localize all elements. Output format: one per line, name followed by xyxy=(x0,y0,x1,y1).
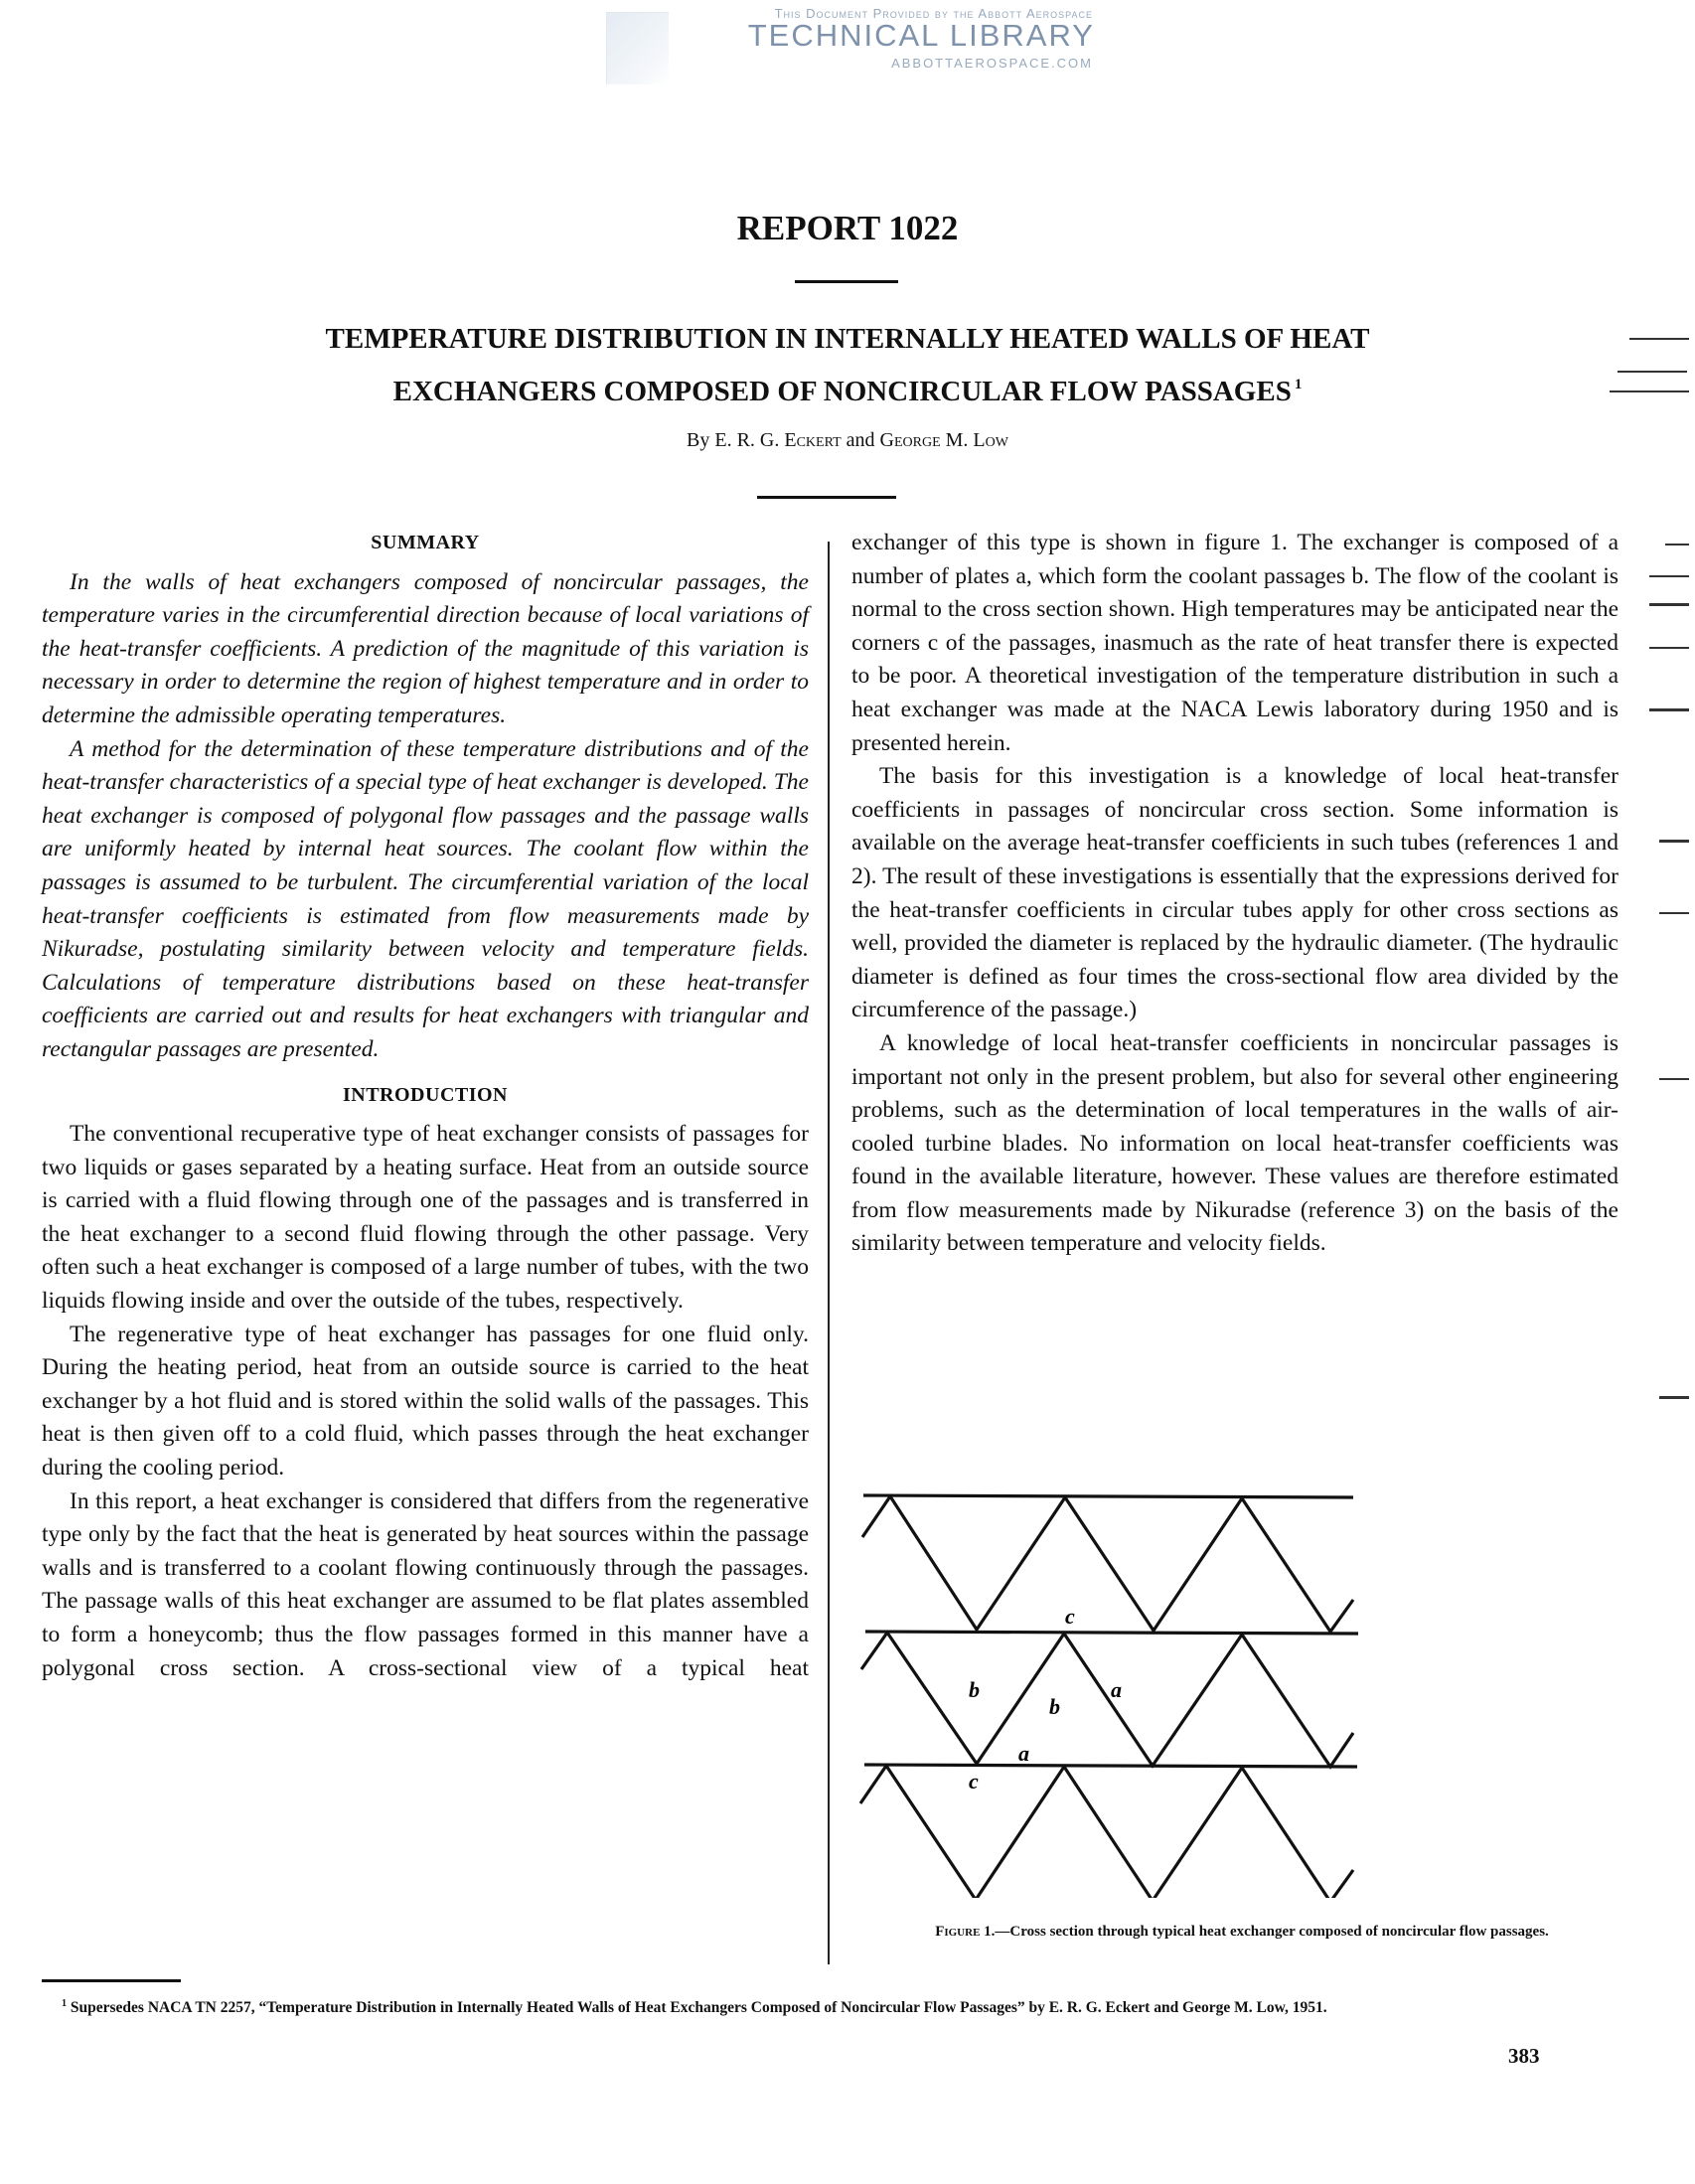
scan-mark xyxy=(1610,390,1689,392)
scan-mark xyxy=(1649,708,1689,711)
scan-mark xyxy=(1618,371,1687,373)
summary-paragraph-1: In the walls of heat exchangers composed of noncircular passages, the temperature varies in the circumferential direction because of local variations of the heat-transfer coefficients. A prediction of the magnitude of this variation is necessary in order to determine the region of highest temperature and in order to determine the admissible operating temperatures. xyxy=(42,568,809,728)
scan-mark xyxy=(1659,1078,1689,1080)
footnote-rule xyxy=(42,1979,181,1982)
label-b-center: b xyxy=(1049,1694,1060,1719)
paper-title xyxy=(99,316,1596,414)
byline-prefix: By xyxy=(687,429,715,451)
title-line-2 xyxy=(99,362,1596,414)
title-line-2-text: EXCHANGERS COMPOSED OF NONCIRCULAR FLOW PASSAGES xyxy=(392,376,1292,407)
label-c-bottom: c xyxy=(969,1769,979,1794)
scan-mark xyxy=(1659,840,1689,843)
byline xyxy=(0,429,1695,452)
left-column xyxy=(42,527,809,1685)
figure-1-cross-section-diagram xyxy=(854,1481,1639,1898)
intro-paragraph-2: The regenerative type of heat exchanger has passages for one fluid only. During the heating period, heat from an outside source is carried to the heat exchanger by a hot fluid and is stored within the solid walls of the passages. This heat is then given off to a cold fluid, which passes through the heat exchanger during the cooling period. xyxy=(42,1321,809,1482)
label-b-left: b xyxy=(969,1677,980,1702)
figure-1-caption-text: —Cross section through typical heat exchanger composed of noncircular flow passages. xyxy=(995,1924,1549,1940)
footnote-1 xyxy=(42,1992,1631,2019)
summary-paragraph-2: A method for the determination of these temperature distributions and of the heat-transfer characteristics of a special type of heat exchanger is developed. The heat exchanger is composed of polygonal flow passages and the passage walls are uniformly heated by internal heat sources. The coolant flow within the passages is assumed to be turbulent. The circumferential variation of the local heat-transfer coefficients is estimated from flow measurements made by Nikuradse, postulating similarity between velocity and temperature fields. Calculations of temperature distributions based on these heat-transfer coefficients are carried out and results for heat exchangers with triangular and rectangular passages are presented. xyxy=(42,735,809,1062)
scan-mark xyxy=(1659,912,1689,914)
author-low: George M. Low xyxy=(879,429,1008,451)
scan-mark xyxy=(1649,647,1689,649)
footnote-text: Supersedes NACA TN 2257, “Temperature Distribution in Internally Heated Walls of Heat Exchangers Composed of Noncircular Flow Passages” by E. R. G. Eckert and George M. Low, 1951. xyxy=(70,1999,1327,2017)
figure-1-caption-prefix: Figure 1. xyxy=(935,1924,996,1940)
zigzag-row-3 xyxy=(860,1766,1353,1898)
zigzag-row-2 xyxy=(861,1633,1353,1767)
footnote-mark: 1 xyxy=(62,1998,67,2009)
scan-mark xyxy=(1659,1396,1689,1399)
plate-line-1 xyxy=(863,1495,1353,1497)
title-line-1: TEMPERATURE DISTRIBUTION IN INTERNALLY HEATED WALLS OF HEAT xyxy=(325,323,1370,355)
report-number: REPORT 1022 xyxy=(736,209,959,247)
scan-mark xyxy=(1649,575,1689,577)
label-a-plate: a xyxy=(1018,1741,1029,1766)
label-a-diagonal: a xyxy=(1111,1677,1122,1702)
scan-mark xyxy=(1629,338,1689,340)
intro-paragraph-1: The conventional recuperative type of heat exchanger consists of passages for two liquids or gases separated by a heating surface. Heat from an outside source is carried with a fluid flowing through one of the passages and is transferred in the heat exchanger to a second fluid flowing through the other passage. Very often such a heat exchanger is composed of a large number of tubes, with the two liquids flowing inside and over the outside of the tubes, respectively. xyxy=(42,1121,809,1315)
title-footnote-mark[interactable]: 1 xyxy=(1294,377,1303,392)
figure-1-caption xyxy=(864,1923,1619,1942)
intro-paragraph-3: In this report, a heat exchanger is considered that differs from the regenerative type only by the fact that the heat is generated by heat sources within the passage walls and is transferred to a coolant flowing continuously through the passages. The passage walls of this heat exchanger are assumed to be flat plates assembled to form a honeycomb; thus the flow passages formed in this manner have a polygonal cross section. A cross-sectional view of a typical heat xyxy=(42,1487,809,1681)
watermark-logo-icon xyxy=(606,12,669,84)
title-rule-top xyxy=(795,280,898,283)
watermark-line1: This Document Provided by the Abbott Aerospace xyxy=(774,6,1093,21)
intro-paragraph-6: A knowledge of local heat-transfer coefficients in noncircular passages is important not only in the present problem, but also for several other engineering problems, such as the determination of local temperatures in the walls of air-cooled turbine blades. No information on local heat-transfer coefficients was found in the available literature, however. These values are therefore estimated from flow measurements made by Nikuradse (reference 3) on the basis of the similarity between temperature and velocity fields. xyxy=(851,1029,1618,1257)
watermark-banner xyxy=(596,4,1093,85)
label-c-top: c xyxy=(1065,1604,1075,1629)
intro-paragraph-4: exchanger of this type is shown in figure 1. The exchanger is composed of a number of plates a, which form the coolant passages b. The flow of the coolant is normal to the cross section shown. High temperatures may be anticipated near the corners c of the passages, inasmuch as the rate of heat transfer there is expected to be poor. A theoretical investigation of the temperature distribution in such a heat exchanger was made at the NACA Lewis laboratory during 1950 and is presented herein. xyxy=(851,530,1618,756)
plate-line-2 xyxy=(865,1632,1358,1634)
watermark-library-name: TECHNICAL LIBRARY xyxy=(747,18,1095,53)
right-column xyxy=(851,527,1618,1261)
author-eckert: E. R. G. Eckert xyxy=(714,429,842,451)
intro-paragraph-5: The basis for this investigation is a knowledge of local heat-transfer coefficients in passages of noncircular cross section. Some information is available on the average heat-transfer coefficients in such tubes (references 1 and 2). The result of these investigations is essentially that the expressions derived for the heat-transfer coefficients in circular tubes apply for other cross sections as well, provided the diameter is replaced by the hydraulic diameter. (The hydraulic diameter is defined as four times the cross-sectional flow area divided by the circumference of the passage.) xyxy=(851,763,1618,1023)
plate-line-3 xyxy=(864,1765,1357,1767)
introduction-heading: INTRODUCTION xyxy=(342,1083,509,1106)
page-number: 383 xyxy=(1508,2044,1540,2068)
title-rule-bottom xyxy=(757,496,896,499)
watermark-url: ABBOTTAEROSPACE.COM xyxy=(891,56,1093,71)
byline-and: and xyxy=(841,429,880,451)
column-divider xyxy=(828,542,830,1964)
summary-heading: SUMMARY xyxy=(371,532,480,553)
zigzag-row-1 xyxy=(862,1496,1353,1632)
scan-mark xyxy=(1649,603,1689,606)
scan-mark xyxy=(1665,544,1689,546)
